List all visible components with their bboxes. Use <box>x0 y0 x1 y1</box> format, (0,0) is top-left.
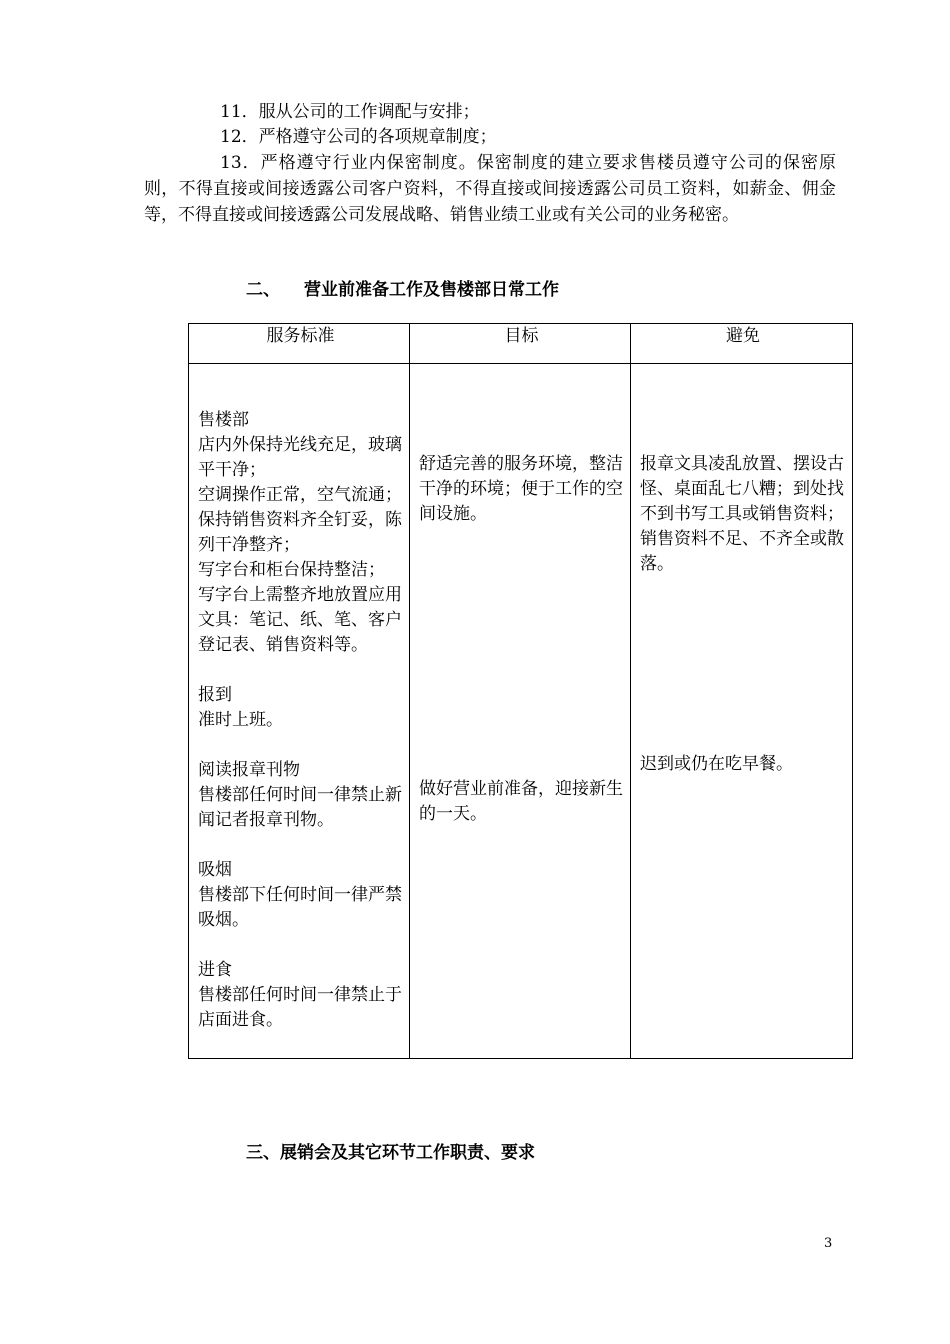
goal-preparation: 做好营业前准备，迎接新生的一天。 <box>419 779 623 824</box>
std-smoking-text: 售楼部下任何时间一律严禁吸烟。 <box>198 885 402 930</box>
avoid-late: 迟到或仍在吃早餐。 <box>640 754 793 774</box>
page-number: 3 <box>824 1236 833 1251</box>
item-13 <box>144 150 836 228</box>
standard-cell <box>189 364 410 1059</box>
std-lighting: 店内外保持光线充足，玻璃平干净； <box>198 435 402 480</box>
std-sales-office: 售楼部 <box>198 410 249 430</box>
item-13-first: 13．严格遵守行业内保密制度。保密制度的建立要求售楼员遵守公司的保 <box>220 153 801 173</box>
std-stationery: 写字台上需整齐地放置应用文具：笔记、纸、笔、客户登记表、销售资料等。 <box>198 585 402 655</box>
avoid-materials: 销售资料不足、不齐全或散落。 <box>640 529 844 574</box>
section-2-heading <box>246 275 559 300</box>
std-report-title: 报到 <box>198 685 232 705</box>
header-standard: 服务标准 <box>189 324 410 364</box>
std-smoking-title: 吸烟 <box>198 860 232 880</box>
section-2-number: 二、 <box>246 280 280 300</box>
section-2-title: 营业前准备工作及售楼部日常工作 <box>304 280 559 300</box>
std-eating-title: 进食 <box>198 960 232 980</box>
std-reading-title: 阅读报章刊物 <box>198 760 300 780</box>
avoid-messy: 报章文具凌乱放置、摆设古怪、桌面乱七八糟；到处找不到书写工具或销售资料； <box>640 454 844 524</box>
item-11: 11．服从公司的工作调配与安排； <box>220 102 480 122</box>
section-3-heading: 三、展销会及其它环节工作职责、要求 <box>246 1143 535 1163</box>
std-desk-tidy: 写字台和柜台保持整洁； <box>198 560 385 580</box>
table-header-row <box>189 324 853 364</box>
item-12: 12．严格遵守公司的各项规章制度； <box>220 127 497 147</box>
goal-cell <box>410 364 631 1059</box>
standards-table <box>188 323 853 1059</box>
header-avoid: 避免 <box>631 324 853 364</box>
std-eating-text: 售楼部任何时间一律禁止于店面进食。 <box>198 985 402 1030</box>
std-materials: 保持销售资料齐全钉妥，陈列干净整齐； <box>198 510 402 555</box>
goal-environment: 舒适完善的服务环境，整洁干净的环境；便于工作的空间设施。 <box>419 454 623 524</box>
std-reading-text: 售楼部任何时间一律禁止新闻记者报章刊物。 <box>198 785 402 830</box>
table-row <box>189 364 853 1059</box>
header-goal: 目标 <box>410 324 631 364</box>
std-aircon: 空调操作正常，空气流通； <box>198 485 402 505</box>
item-13-rest: 密原则，不得直接或间接透露公司客户资料，不得直接或间接透露公司员工资料，如薪金、佣金等，不得直接或间接透露公司发展战略、销售业绩工业或有关公司的业务秘密。 <box>144 153 836 225</box>
std-report-text: 准时上班。 <box>198 710 283 730</box>
avoid-cell <box>631 364 853 1059</box>
